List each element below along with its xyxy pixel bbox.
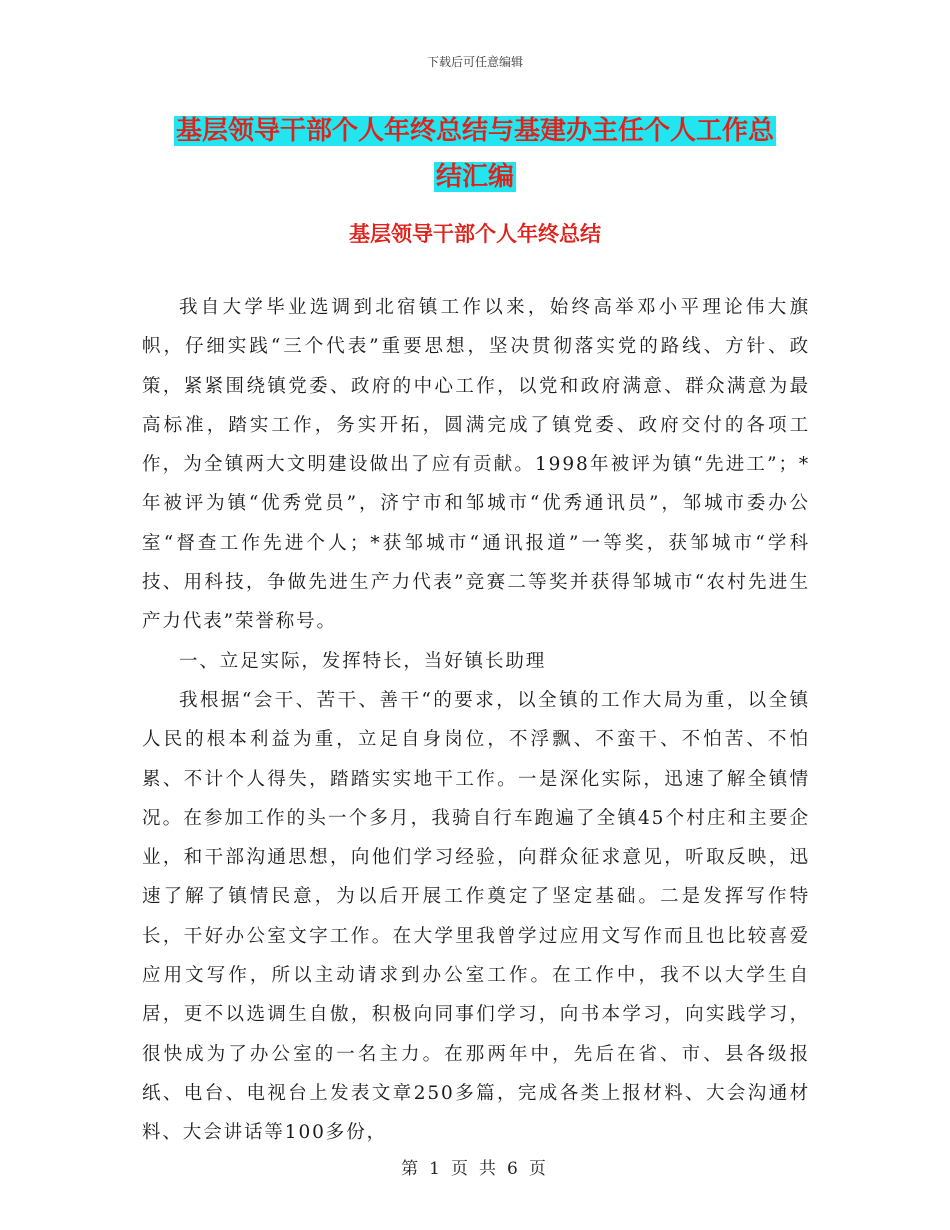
title-line-2 xyxy=(140,154,810,200)
title-line-1 xyxy=(140,108,810,154)
section-title: 基层领导干部个人年终总结 xyxy=(349,221,601,246)
page-footer xyxy=(0,1154,950,1179)
header-note: 下载后可任意编辑 xyxy=(426,55,523,69)
paragraph-2: 一、立足实际，发挥特长，当好镇长助理 xyxy=(179,650,547,672)
footer-mid: 页 xyxy=(451,1159,471,1179)
footer-prefix: 第 xyxy=(401,1159,422,1179)
footer-of: 共 xyxy=(479,1159,499,1179)
footer-total-pages: 6 xyxy=(507,1159,521,1179)
paragraph-1: 我自大学毕业选调到北宿镇工作以来，始终高举邓小平理论伟大旗帜，仔细实践“三个代表”重要思想，坚决贯彻落实党的路线、方针、政策，紧紧围绕镇党委、政府的中心工作，以党和政府满意、群众满意为最高标准，踏实工作，务实开拓，圆满完成了镇党委、政府交付的各项工作，为全镇两大文明建设做出了应有贡献。1998年被评为镇“先进工”；*年被评为镇“优秀党员”，济宁市和邹城市“优秀通讯员”，邹城市委办公室“督查工作先进个人；*获邹城市“通讯报道”一等奖，获邹城市“学科技、用科技，争做先进生产力代表”竞赛二等奖并获得邹城市“农村先进生产力代表”荣誉称号。 xyxy=(142,297,810,633)
paragraph-3: 我根据“会干、苦干、善干“的要求，以全镇的工作大局为重，以全镇人民的根本利益为重，立足自身岗位，不浮飘、不蛮干、不怕苦、不怕累、不计个人得失，踏踏实实地干工作。一是深化实际，迅速了解全镇情况。在参加工作的头一个多月，我骑自行车跑遍了全镇45个村庄和主要企业，和干部沟通思想，向他们学习经验，向群众征求意见，听取反映，迅速了解了镇情民意，为以后开展工作奠定了坚定基础。二是发挥写作特长，干好办公室文字工作。在大学里我曾学过应用文写作而且也比较喜爱应用文写作，所以主动请求到办公室工作。在工作中，我不以大学生自居，更不以选调生自傲，积极向同事们学习，向书本学习，向实践学习，很快成为了办公室的一名主力。在那两年中，先后在省、市、县各级报纸、电台、电视台上发表文章250多篇，完成各类上报材料、大会沟通材料、大会讲话等100多份， xyxy=(142,689,810,1144)
footer-suffix: 页 xyxy=(528,1159,549,1179)
footer-page-number: 1 xyxy=(429,1159,443,1179)
document-body xyxy=(142,288,810,1153)
document-title xyxy=(140,108,810,200)
title-line-1-text: 基层领导干部个人年终总结与基建办主任个人工作总 xyxy=(175,116,774,146)
title-line-2-text: 结汇编 xyxy=(435,162,514,192)
